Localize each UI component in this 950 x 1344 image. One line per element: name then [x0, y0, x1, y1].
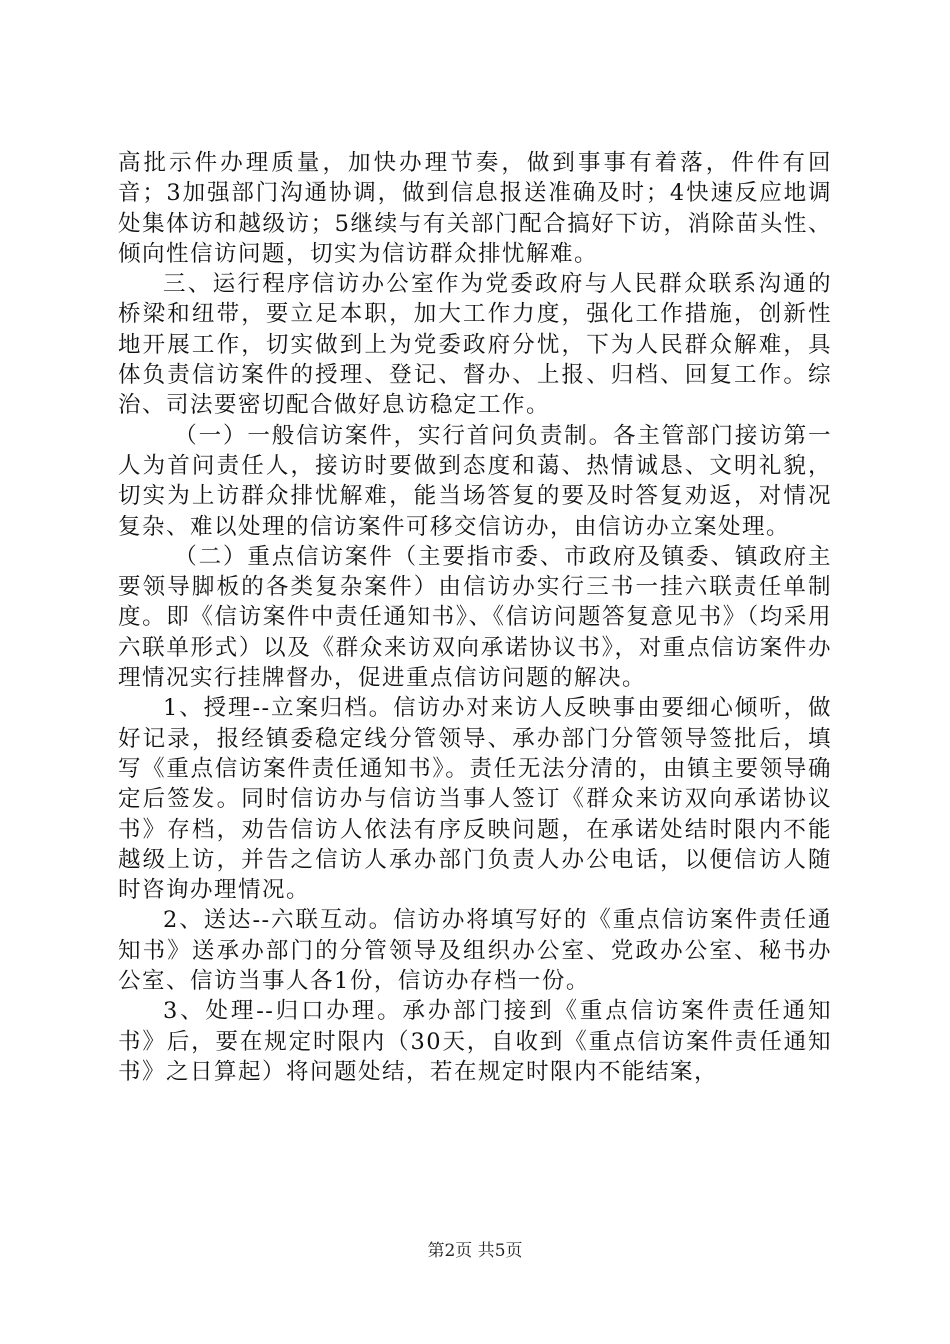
paragraph-3: （一）一般信访案件，实行首问负责制。各主管部门接访第一人为首问责任人，接访时要做到态度和蔼、热情诚恳、文明礼貌，切实为上访群众排忧解难，能当场答复的要及时答复劝返，对情况复杂、难以处理的信访案件可移交信访办，由信访办立案处理。: [118, 422, 832, 540]
paragraph-4: （二）重点信访案件（主要指市委、市政府及镇委、镇政府主要领导脚板的各类复杂案件）由信访办实行三书一挂六联责任单制度。即《信访案件中责任通知书》、《信访问题答复意见书》（均采用六联单形式）以及《群众来访双向承诺协议书》，对重点信访案件办理情况实行挂牌督办，促进重点信访问题的解决。: [118, 543, 832, 692]
paragraph-7: 3、处理--归口办理。承办部门接到《重点信访案件责任通知书》后，要在规定时限内（30天，自收到《重点信访案件责任通知书》之日算起）将问题处结，若在规定时限内不能结案，: [118, 998, 832, 1085]
paragraph-1: 高批示件办理质量，加快办理节奏，做到事事有着落，件件有回音；3加强部门沟通协调，做到信息报送准确及时；4快速反应地调处集体访和越级访；5继续与有关部门配合搞好下访，消除苗头性、倾向性信访问题，切实为信访群众排忧解难。: [118, 150, 832, 267]
page-footer: 第2页 共5页: [427, 1241, 523, 1261]
paragraph-5: 1、授理--立案归档。信访办对来访人反映事由要细心倾听，做好记录，报经镇委稳定线分管领导、承办部门分管领导签批后，填写《重点信访案件责任通知书》。责任无法分清的，由镇主要领导确定后签发。同时信访办与信访当事人签订《群众来访双向承诺协议书》存档，劝告信访人依法有序反映问题，在承诺处结时限内不能越级上访，并告之信访人承办部门负责人办公电话，以便信访人随时咨询办理情况。: [118, 695, 832, 904]
document-body: [118, 148, 832, 1087]
paragraph-6: 2、送达--六联互动。信访办将填写好的《重点信访案件责任通知书》送承办部门的分管领导及组织办公室、党政办公室、秘书办公室、信访当事人各1份，信访办存档一份。: [118, 907, 832, 995]
paragraph-2: 三、运行程序信访办公室作为党委政府与人民群众联系沟通的桥梁和纽带，要立足本职，加大工作力度，强化工作措施，创新性地开展工作，切实做到上为党委政府分忧，下为人民群众解难，具体负责信访案件的授理、登记、督办、上报、归档、回复工作。综治、司法要密切配合做好息访稳定工作。: [118, 271, 832, 419]
